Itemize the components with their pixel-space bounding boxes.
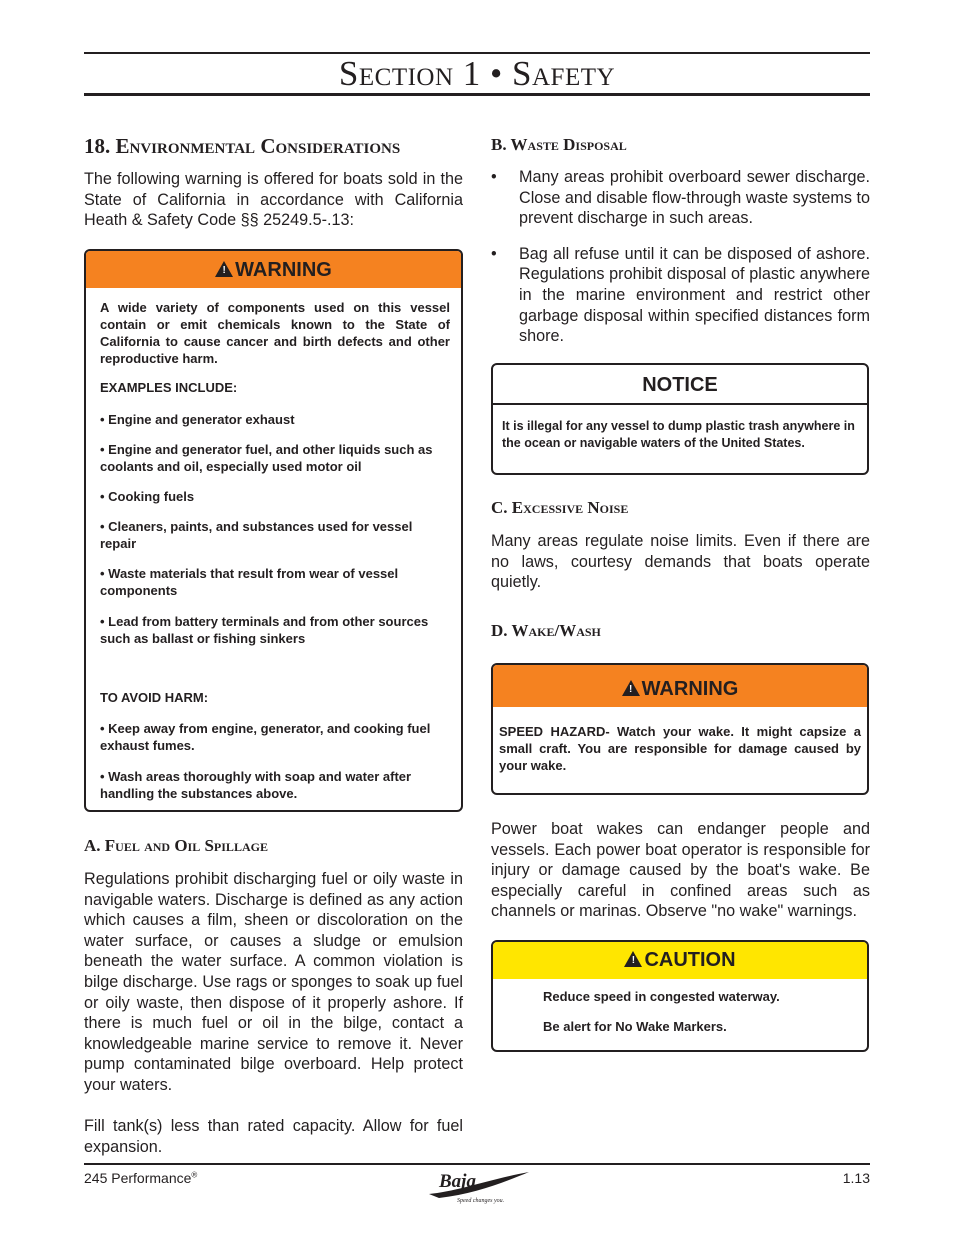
notice-text: It is illegal for any vessel to dump plastic trash anywhere in the ocean or navigable waters of the United States. <box>502 419 855 450</box>
examples-heading: EXAMPLES INCLUDE: <box>100 380 238 395</box>
avoid-item: • Keep away from engine, generator, and cooking fuel exhaust fumes. <box>100 721 431 753</box>
wake-para: Power boat wakes can endanger people and vessels. Each power boat operator is responsible for injury or damage caused by the boat's wake. Be especially careful in confined areas such as channels or marinas. Observe "no wake" warnings. <box>491 820 870 921</box>
example-item: • Cleaners, paints, and substances used for vessel repair <box>100 519 413 551</box>
wake-heading: D. Wake/Wash <box>491 621 601 640</box>
example-item: • Engine and generator exhaust <box>100 412 295 427</box>
wake-warning-text: SPEED HAZARD- Watch your wake. It might capsize a small craft. You are responsible for damage caused by your wake. <box>499 724 861 773</box>
caution-label: CAUTION <box>644 949 736 971</box>
warning-label: WARNING <box>235 259 332 281</box>
example-item: • Cooking fuels <box>100 489 195 504</box>
california-warning-box <box>84 249 463 812</box>
footer-rule <box>84 1163 870 1165</box>
warning-header <box>86 251 461 288</box>
header-rule-bottom <box>84 93 870 96</box>
caution-triangle-icon: ! <box>624 951 642 967</box>
baja-logo <box>425 1168 531 1206</box>
wake-warning-header <box>493 665 867 707</box>
registered-mark: ® <box>191 1170 198 1180</box>
noise-para: Many areas regulate noise limits. Even if there are no laws, courtesy demands that boats operate quietly. <box>491 532 870 592</box>
fuel-heading: A. Fuel and Oil Spillage <box>84 836 268 855</box>
section-title: Section 1 • Safety <box>338 54 616 93</box>
warning-triangle-icon: ! <box>215 261 233 277</box>
notice-header <box>493 365 867 405</box>
caution-box <box>491 940 869 1052</box>
example-item: • Engine and generator fuel, and other liquids such as coolants and oil, especially used motor oil <box>100 442 433 474</box>
warning-triangle-icon: ! <box>622 680 640 696</box>
fuel-para-2: Fill tank(s) less than rated capacity. Allow for fuel expansion. <box>84 1117 463 1156</box>
notice-box <box>491 363 869 475</box>
page-number: 1.13 <box>842 1170 870 1186</box>
env-heading: 18. Environmental Considerations <box>84 134 401 158</box>
fuel-para: Regulations prohibit discharging fuel or oily waste in navigable waters. Discharge is defined as any action which causes a film, sheen or discoloration on the water surface, or causes a sludge or emulsion beneath the water surface. A common violation is bilge discharge. Use rags or sponges to soak up fuel or oily waste, then dispose of it properly ashore. If there is much fuel or oil in the bilge, contact a knowledgeable marine service to remove it. Never pump contaminated bilge overboard. Help protect your waters. <box>84 870 463 1094</box>
logo-tagline: Speed changes you. <box>457 1198 505 1204</box>
example-item: • Lead from battery terminals and from other sources such as ballast or fishing sinkers <box>100 614 429 646</box>
footer-model: 245 Performance® <box>84 1170 198 1186</box>
logo-text: Baja <box>439 1171 476 1192</box>
waste-bullet: • Bag all refuse until it can be disposed of ashore. Regulations prohibit disposal of plastic anywhere in the marine environment and restrict other garbage disposal within specified distances form shore. <box>491 244 870 347</box>
avoid-item: • Wash areas thoroughly with soap and water after handling the substances above. <box>100 769 412 801</box>
env-intro: The following warning is offered for boats sold in the State of California in accordance with California Heath & Safety Code §§ 25249.5-.13: <box>84 170 463 230</box>
wake-warning-box <box>491 663 869 795</box>
avoid-heading: TO AVOID HARM: <box>100 690 209 705</box>
example-item: • Waste materials that result from wear of vessel components <box>100 566 399 598</box>
waste-heading: B. Waste Disposal <box>491 135 627 154</box>
wake-warning-label: WARNING <box>641 678 739 700</box>
warning-para: A wide variety of components used on this vessel contain or emit chemicals known to the State of California to cause cancer and birth defects and other reproductive harm. <box>100 300 450 366</box>
noise-heading: C. Excessive Noise <box>491 498 629 517</box>
caution-line: Reduce speed in congested waterway. <box>543 989 780 1004</box>
waste-bullets <box>491 167 870 347</box>
caution-line: Be alert for No Wake Markers. <box>543 1019 727 1034</box>
waste-bullet: • Many areas prohibit overboard sewer discharge. Close and disable flow-through waste systems to prevent discharge in such areas. <box>491 167 870 229</box>
notice-label: NOTICE <box>642 374 718 396</box>
caution-header <box>493 942 867 979</box>
